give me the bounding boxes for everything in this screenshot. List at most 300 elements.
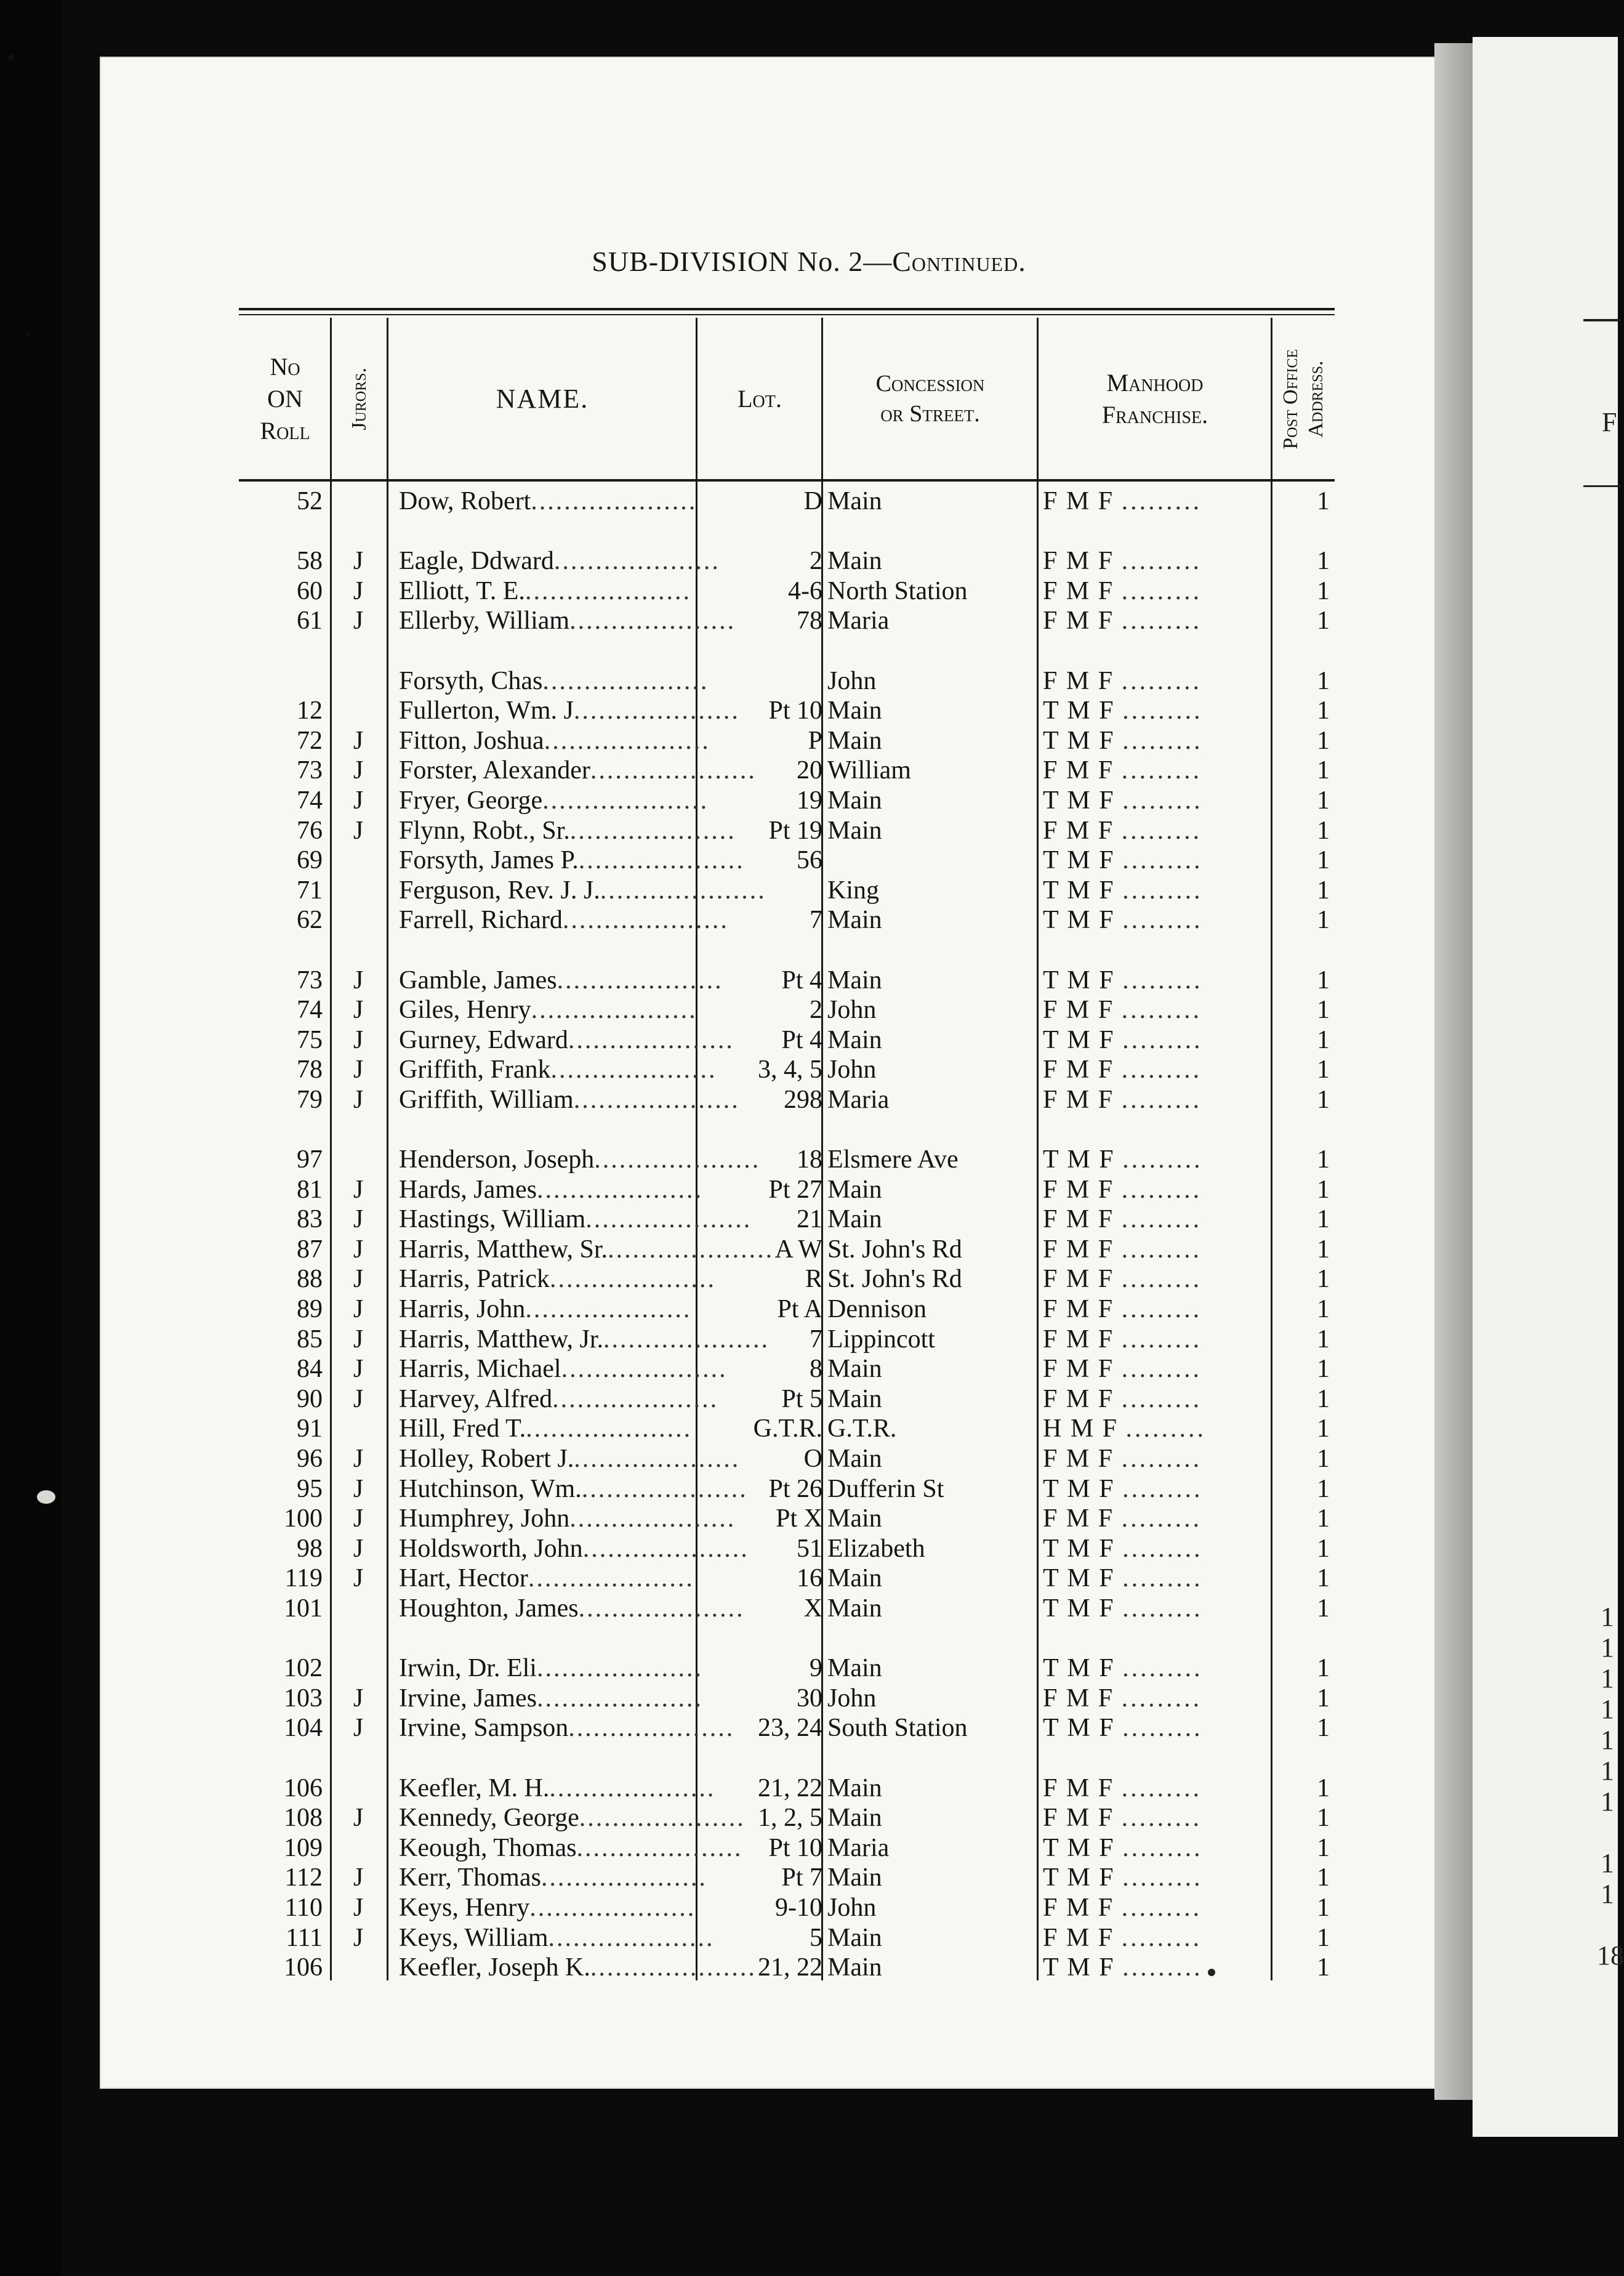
- franchise: T M F: [1043, 1714, 1115, 1743]
- table-row: [0, 606, 1618, 636]
- franchise: T M F: [1043, 846, 1115, 875]
- lot: Pt 4: [781, 1025, 822, 1054]
- post-office: 1: [1317, 816, 1330, 845]
- lot: 2: [810, 547, 822, 576]
- post-office: 1: [1317, 1445, 1330, 1473]
- table-row: [0, 756, 1618, 786]
- voter-name: Ferguson, Rev. J. J.: [399, 876, 600, 905]
- voter-name: Hill, Fred T.: [399, 1414, 526, 1443]
- franchise-cell: [1043, 1893, 1262, 1923]
- lot: 2: [810, 996, 822, 1025]
- leader-dots: .........: [1121, 1295, 1202, 1324]
- voter-name-cell: [399, 546, 720, 576]
- leader-dots: .........: [1122, 1474, 1203, 1503]
- franchise: F M F: [1043, 1923, 1114, 1952]
- roll-number: 62: [297, 906, 323, 935]
- facing-page-fragment: 1: [1601, 1756, 1614, 1786]
- street: Elsmere Ave: [827, 1145, 959, 1174]
- franchise-cell: [1043, 995, 1262, 1025]
- roll-number: 100: [284, 1504, 323, 1533]
- voter-name-cell: [399, 1145, 761, 1175]
- leader-dots: .........: [1122, 1564, 1203, 1593]
- franchise-cell: [1043, 666, 1262, 696]
- juror-mark: J: [353, 1205, 364, 1234]
- street: Maria: [827, 1085, 890, 1114]
- street: Dennison: [827, 1295, 927, 1324]
- table-row: [0, 486, 1618, 517]
- juror-mark: J: [353, 726, 364, 755]
- leader-dots: ....................: [553, 547, 720, 576]
- voter-name-cell: [399, 1474, 748, 1504]
- franchise: T M F: [1043, 1534, 1115, 1563]
- franchise-cell: [1043, 756, 1262, 786]
- juror-mark: J: [353, 1804, 364, 1833]
- header-rule-top-thin: [239, 314, 1335, 315]
- street: Elizabeth: [827, 1534, 925, 1563]
- franchise-cell: [1043, 1325, 1262, 1355]
- franchise: T M F: [1043, 726, 1115, 755]
- lot: 30: [797, 1684, 822, 1713]
- post-office: 1: [1317, 996, 1330, 1025]
- leader-dots: .........: [1122, 966, 1203, 995]
- leader-dots: .........: [1122, 1594, 1203, 1623]
- street: St. John's Rd: [827, 1265, 962, 1294]
- post-office: 1: [1317, 1893, 1330, 1922]
- voter-name: Irwin, Dr. Eli: [399, 1654, 537, 1683]
- roll-number: 83: [297, 1205, 323, 1234]
- franchise-cell: [1043, 726, 1262, 756]
- street: King: [827, 876, 879, 905]
- header-rule-top: [239, 308, 1335, 310]
- post-office: 1: [1317, 1594, 1330, 1623]
- roll-number: 106: [284, 1953, 323, 1982]
- facing-page-fragment: 1: [1601, 1786, 1614, 1817]
- roll-number: 79: [297, 1085, 323, 1114]
- voter-name: Irvine, Sampson: [399, 1714, 569, 1743]
- table-row: [0, 1684, 1618, 1714]
- leader-dots: ....................: [531, 487, 697, 515]
- voter-name: Elliott, T. E.: [399, 576, 525, 605]
- leader-dots: ....................: [536, 1684, 703, 1713]
- franchise-cell: [1043, 966, 1262, 996]
- juror-mark: J: [353, 1235, 364, 1264]
- franchise-cell: [1043, 1354, 1262, 1384]
- franchise: F M F: [1043, 1684, 1114, 1713]
- franchise: F M F: [1043, 1055, 1114, 1084]
- street: Main: [827, 1594, 882, 1623]
- roll-number: 76: [297, 816, 323, 845]
- voter-name-cell: [399, 786, 709, 816]
- leader-dots: .........: [1122, 786, 1203, 815]
- post-office: 1: [1317, 1564, 1330, 1593]
- header-jurors: Jurors.: [347, 368, 371, 430]
- voter-name: Fryer, George: [399, 786, 543, 815]
- voter-name: Eagle, Ddward: [399, 547, 554, 576]
- roll-number: 96: [297, 1445, 323, 1473]
- roll-number: 98: [297, 1534, 323, 1563]
- street: Main: [827, 1175, 882, 1204]
- table-row: [0, 1175, 1618, 1205]
- leader-dots: .........: [1121, 487, 1202, 515]
- leader-dots: ....................: [549, 1774, 716, 1802]
- post-office: 1: [1317, 1504, 1330, 1533]
- lot: Pt 5: [781, 1384, 822, 1413]
- leader-dots: .........: [1121, 996, 1202, 1025]
- table-row: [0, 1863, 1618, 1893]
- street: South Station: [827, 1714, 968, 1743]
- table-row: [0, 1264, 1618, 1294]
- leader-dots: ....................: [569, 607, 736, 636]
- roll-number: 71: [297, 876, 323, 905]
- leader-dots: .........: [1121, 576, 1202, 605]
- lot: Pt X: [776, 1504, 822, 1533]
- lot: G.T.R.: [753, 1414, 822, 1443]
- roll-number: 73: [297, 756, 323, 785]
- franchise-cell: [1043, 546, 1262, 576]
- voter-name-cell: [399, 1175, 703, 1205]
- roll-number: 89: [297, 1295, 323, 1324]
- leader-dots: .........: [1121, 1085, 1202, 1114]
- street: John: [827, 1893, 877, 1922]
- juror-mark: J: [353, 1714, 364, 1743]
- street: Main: [827, 816, 882, 845]
- leader-dots: .........: [1122, 1025, 1203, 1054]
- franchise-cell: [1043, 1025, 1262, 1055]
- roll-number: 69: [297, 846, 323, 875]
- voter-name: Keough, Thomas: [399, 1833, 577, 1862]
- voter-name: Harris, Matthew, Sr.: [399, 1235, 608, 1264]
- post-office: 1: [1317, 1414, 1330, 1443]
- voter-name-cell: [399, 1325, 770, 1355]
- juror-mark: J: [353, 816, 364, 845]
- juror-mark: J: [353, 1325, 364, 1354]
- leader-dots: ....................: [603, 1325, 770, 1354]
- leader-dots: .........: [1121, 1445, 1202, 1473]
- leader-dots: .........: [1121, 547, 1202, 576]
- street: John: [827, 1055, 877, 1084]
- franchise-cell: [1043, 816, 1262, 846]
- lot: 7: [810, 1325, 822, 1354]
- voter-name: Forsyth, Chas: [399, 666, 543, 695]
- franchise: F M F: [1043, 1325, 1114, 1354]
- street: Main: [827, 696, 882, 725]
- voter-name: Giles, Henry: [399, 996, 531, 1025]
- table-row: [0, 1085, 1618, 1115]
- leader-dots: .........: [1121, 1235, 1202, 1264]
- voter-name-cell: [399, 1564, 693, 1594]
- street: Main: [827, 1774, 882, 1802]
- roll-number: 73: [297, 966, 323, 995]
- table-row: [0, 1055, 1618, 1085]
- voter-name-cell: [399, 486, 697, 517]
- roll-number: 74: [297, 996, 323, 1025]
- table-row: [0, 666, 1618, 696]
- roll-number: 109: [284, 1833, 323, 1862]
- street: Main: [827, 1205, 882, 1234]
- street: G.T.R.: [827, 1414, 897, 1443]
- leader-dots: .........: [1122, 696, 1203, 725]
- voter-name-cell: [399, 1653, 703, 1684]
- table-row: [0, 1774, 1618, 1804]
- post-office: 1: [1317, 1953, 1330, 1982]
- voter-name: Keys, Henry: [399, 1893, 530, 1922]
- facing-page-fragment: 18: [1597, 1940, 1624, 1971]
- voter-name: Hutchinson, Wm.: [399, 1474, 582, 1503]
- franchise: T M F: [1043, 1833, 1115, 1862]
- post-office: 1: [1317, 966, 1330, 995]
- voter-name-cell: [399, 1713, 735, 1743]
- leader-dots: .........: [1121, 1205, 1202, 1234]
- roll-number: 61: [297, 607, 323, 636]
- street: Main: [827, 1384, 882, 1413]
- street: Main: [827, 786, 882, 815]
- leader-dots: ....................: [541, 1863, 707, 1892]
- leader-dots: .........: [1121, 1055, 1202, 1084]
- lot: D: [803, 487, 822, 515]
- juror-mark: J: [353, 1564, 364, 1593]
- lot: 21, 22: [758, 1953, 822, 1982]
- franchise: T M F: [1043, 966, 1115, 995]
- post-office: 1: [1317, 1025, 1330, 1054]
- juror-mark: J: [353, 1384, 364, 1413]
- facing-page-rule: [1583, 319, 1620, 321]
- franchise: T M F: [1043, 786, 1115, 815]
- juror-mark: J: [353, 1863, 364, 1892]
- lot: 56: [797, 846, 822, 875]
- post-office: 1: [1317, 1055, 1330, 1084]
- table-row: [0, 1893, 1618, 1923]
- voter-name: Irvine, James: [399, 1684, 537, 1713]
- lot: O: [803, 1445, 822, 1473]
- lot: Pt 19: [768, 816, 822, 845]
- voter-name-cell: [399, 816, 736, 846]
- post-office: 1: [1317, 726, 1330, 755]
- voter-name-cell: [399, 1384, 719, 1414]
- franchise: F M F: [1043, 1265, 1114, 1294]
- franchise-cell: [1043, 1774, 1262, 1804]
- post-office: 1: [1317, 1654, 1330, 1683]
- franchise: T M F: [1043, 1564, 1115, 1593]
- street: Main: [827, 966, 882, 995]
- table-row: [0, 576, 1618, 607]
- franchise-cell: [1043, 1803, 1262, 1833]
- voter-name: Forster, Alexander: [399, 756, 590, 785]
- voter-name-cell: [399, 1205, 752, 1235]
- franchise-cell: [1043, 1205, 1262, 1235]
- header-post-office: Post Office Address.: [1279, 349, 1327, 450]
- juror-mark: J: [353, 1355, 364, 1384]
- post-office: 1: [1317, 1325, 1330, 1354]
- juror-mark: J: [353, 1504, 364, 1533]
- facing-page-fragment: 1: [1601, 1879, 1614, 1909]
- roll-number: 111: [286, 1923, 323, 1952]
- franchise-cell: [1043, 1085, 1262, 1115]
- leader-dots: .........: [1121, 756, 1202, 785]
- roll-number: 81: [297, 1175, 323, 1204]
- street: Main: [827, 1504, 882, 1533]
- juror-mark: J: [353, 1025, 364, 1054]
- voter-name: Keys, William: [399, 1923, 549, 1952]
- street: Dufferin St: [827, 1474, 944, 1503]
- table-row: [0, 1594, 1618, 1624]
- juror-mark: J: [353, 996, 364, 1025]
- franchise-cell: [1043, 1384, 1262, 1414]
- lot: 21, 22: [758, 1774, 822, 1802]
- title-suffix: —Continued.: [863, 246, 1026, 277]
- lot: 7: [810, 906, 822, 935]
- lot: 16: [797, 1564, 822, 1593]
- street: Main: [827, 1863, 882, 1892]
- voter-name-cell: [399, 606, 736, 636]
- table-row: [0, 1205, 1618, 1235]
- voter-list: [0, 486, 1618, 1983]
- table-row: [0, 1923, 1618, 1953]
- voter-name-cell: [399, 1444, 741, 1474]
- street: Main: [827, 1025, 882, 1054]
- franchise: T M F: [1043, 1594, 1115, 1623]
- street: Main: [827, 1923, 882, 1952]
- voter-name: Forsyth, James P.: [399, 846, 579, 875]
- voter-name: Harris, Michael: [399, 1355, 561, 1384]
- table-row: [0, 816, 1618, 846]
- lot: 21: [797, 1205, 822, 1234]
- roll-number: 97: [297, 1145, 323, 1174]
- leader-dots: ....................: [579, 1804, 746, 1833]
- leader-dots: ....................: [542, 666, 709, 695]
- table-row: [0, 726, 1618, 756]
- roll-number: 90: [297, 1384, 323, 1413]
- lot: 8: [810, 1355, 822, 1384]
- leader-dots: ....................: [578, 1594, 745, 1623]
- post-office: 1: [1317, 1265, 1330, 1294]
- juror-mark: J: [353, 756, 364, 785]
- franchise: T M F: [1043, 1145, 1115, 1174]
- page-title: [0, 245, 1618, 278]
- leader-dots: ....................: [608, 1235, 774, 1264]
- post-office: 1: [1317, 696, 1330, 725]
- lot: Pt 7: [781, 1863, 822, 1892]
- leader-dots: .........: [1122, 906, 1203, 935]
- voter-name: Humphrey, John: [399, 1504, 570, 1533]
- header-franchise: Manhood Franchise.: [1101, 369, 1208, 429]
- street: Main: [827, 547, 882, 576]
- leader-dots: ....................: [525, 576, 691, 605]
- street: Main: [827, 487, 882, 515]
- post-office: 1: [1317, 846, 1330, 875]
- franchise-cell: [1043, 786, 1262, 816]
- voter-name: Fitton, Joshua: [399, 726, 544, 755]
- franchise: T M F: [1043, 696, 1115, 725]
- post-office: 1: [1317, 1175, 1330, 1204]
- voter-name: Harris, Patrick: [399, 1265, 550, 1294]
- table-row: [0, 1325, 1618, 1355]
- voter-name-cell: [399, 1354, 728, 1384]
- franchise: H M F: [1043, 1414, 1119, 1443]
- post-office: 1: [1317, 666, 1330, 695]
- franchise: F M F: [1043, 1175, 1114, 1204]
- juror-mark: J: [353, 607, 364, 636]
- post-office: 1: [1317, 1474, 1330, 1503]
- leader-dots: ....................: [525, 1295, 692, 1324]
- voter-name-cell: [399, 995, 697, 1025]
- post-office: 1: [1317, 1384, 1330, 1413]
- table-row: [0, 1833, 1618, 1863]
- leader-dots: ....................: [581, 1474, 748, 1503]
- franchise: F M F: [1043, 1384, 1114, 1413]
- roll-number: 101: [284, 1594, 323, 1623]
- lot: 298: [784, 1085, 822, 1114]
- franchise: F M F: [1043, 1504, 1114, 1533]
- juror-mark: J: [353, 966, 364, 995]
- leader-dots: .........: [1122, 1863, 1203, 1892]
- lot: A W: [774, 1235, 822, 1264]
- juror-mark: J: [353, 1534, 364, 1563]
- table-row: [0, 995, 1618, 1025]
- table-row: [0, 1953, 1618, 1983]
- franchise: F M F: [1043, 547, 1114, 576]
- facing-page-fragment: F: [1602, 407, 1617, 437]
- voter-name: Harris, Matthew, Jr.: [399, 1325, 604, 1354]
- lot: 78: [797, 607, 822, 636]
- leader-dots: ....................: [529, 1893, 696, 1922]
- franchise: F M F: [1043, 487, 1114, 515]
- post-office: 1: [1317, 756, 1330, 785]
- voter-name: Henderson, Joseph: [399, 1145, 595, 1174]
- lot: Pt 26: [768, 1474, 822, 1503]
- post-office: 1: [1317, 906, 1330, 935]
- post-office: 1: [1317, 1804, 1330, 1833]
- table-row: [0, 876, 1618, 906]
- leader-dots: .........: [1122, 1833, 1203, 1862]
- lot: 20: [797, 756, 822, 785]
- voter-name-cell: [399, 756, 757, 786]
- voter-name-cell: [399, 1803, 746, 1833]
- leader-dots: .........: [1121, 1504, 1202, 1533]
- juror-mark: J: [353, 1055, 364, 1084]
- leader-dots: .........: [1122, 1953, 1203, 1982]
- franchise-cell: [1043, 1713, 1262, 1743]
- table-row: [0, 1653, 1618, 1684]
- voter-name: Fullerton, Wm. J: [399, 696, 574, 725]
- voter-name-cell: [399, 1833, 743, 1863]
- franchise-cell: [1043, 696, 1262, 726]
- facing-page-fragment: 1: [1601, 1848, 1614, 1878]
- juror-mark: J: [353, 1175, 364, 1204]
- franchise: F M F: [1043, 1235, 1114, 1264]
- franchise-cell: [1043, 1235, 1262, 1265]
- voter-name-cell: [399, 1893, 696, 1923]
- scan-speck: [9, 54, 14, 60]
- table-row: [0, 1534, 1618, 1564]
- table-row: [0, 966, 1618, 996]
- street: Main: [827, 1953, 882, 1982]
- leader-dots: ....................: [561, 1355, 728, 1384]
- voter-name-cell: [399, 845, 745, 876]
- roll-number: 112: [284, 1863, 323, 1892]
- leader-dots: .........: [1121, 1265, 1202, 1294]
- roll-number: 78: [297, 1055, 323, 1084]
- roll-number: 88: [297, 1265, 323, 1294]
- voter-name-cell: [399, 726, 710, 756]
- roll-number: 106: [284, 1774, 323, 1802]
- facing-page-fragment: 1: [1601, 1632, 1614, 1663]
- roll-number: 12: [297, 696, 323, 725]
- roll-number: 104: [284, 1714, 323, 1743]
- voter-name: Flynn, Robt., Sr.: [399, 816, 570, 845]
- post-office: 1: [1317, 1085, 1330, 1114]
- voter-name: Gurney, Edward: [399, 1025, 568, 1054]
- franchise: F M F: [1043, 996, 1114, 1025]
